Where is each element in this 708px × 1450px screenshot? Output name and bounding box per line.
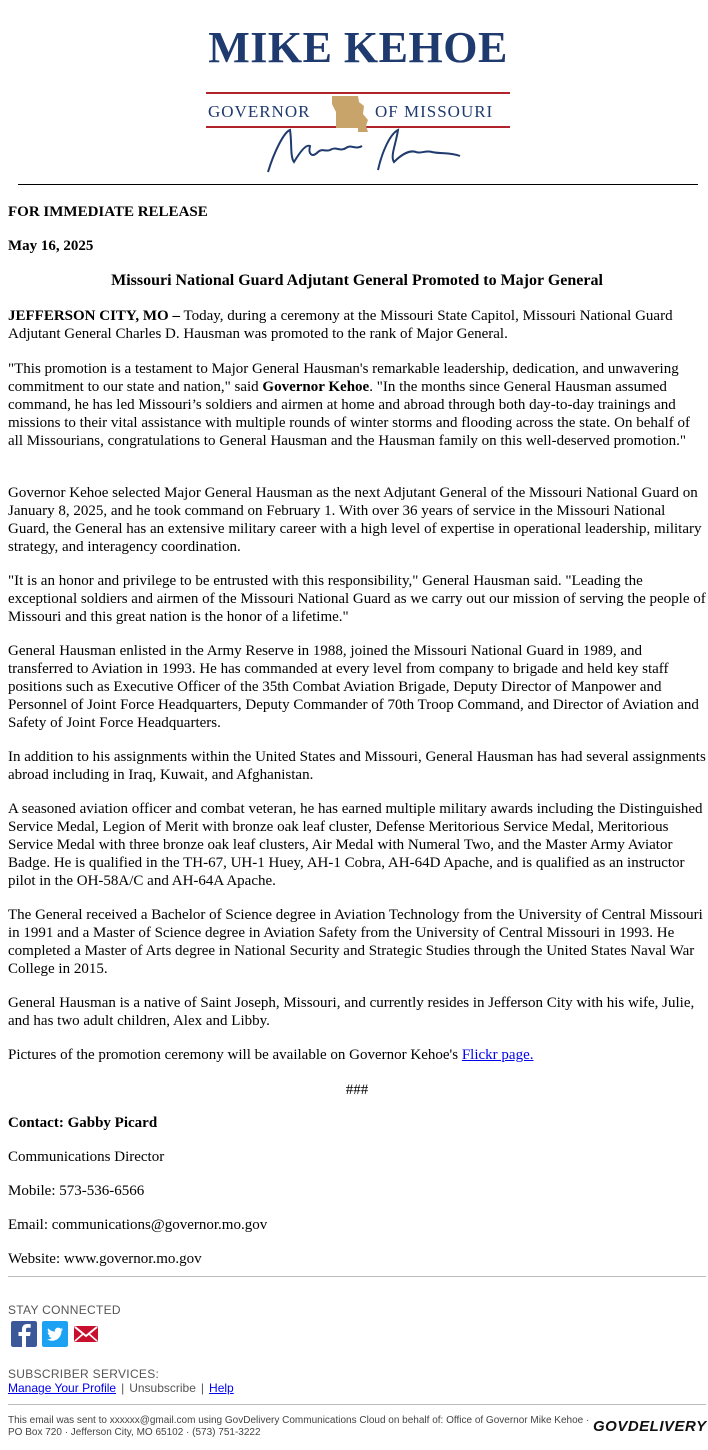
release-date: May 16, 2025 xyxy=(8,238,94,254)
manage-profile-link[interactable]: Manage Your Profile xyxy=(8,1381,117,1395)
contact-name: Contact: Gabby Picard xyxy=(8,1115,158,1131)
paragraph-9: General Hausman is a native of Saint Joseph, Missouri, and currently resides in Jefferson City with his wife, Julie, and has two adult children, Alex and Libby. xyxy=(8,995,695,1029)
paragraph-4: "It is an honor and privilege to be entrusted with this responsibility," General Hausman said. "Leading the exceptional soldiers and airmen of the Missouri National Guard as we carry out our mission of serving the people of Missouri and this great nation is the honor of a lifetime." xyxy=(8,573,706,625)
contact-title: Communications Director xyxy=(8,1149,165,1165)
sent-to-notice: This email was sent to xxxxxx@gmail.com using GovDelivery Communications Cloud on behalf of: Office of Governor Mike Kehoe · xyxy=(8,1415,590,1426)
logo-of-missouri: OF MISSOURI xyxy=(375,102,494,121)
mailing-address: PO Box 720 · Jefferson City, MO 65102 · (573) 751-3222 xyxy=(8,1427,261,1438)
subscriber-services-label: SUBSCRIBER SERVICES: xyxy=(8,1367,160,1381)
paragraph-3: Governor Kehoe selected Major General Hausman as the next Adjutant General of the Missouri National Guard on January 8, 2025, and he took command on February 1. With over 36 years of service in the Missouri National Guard, the General has an extensive military career with a high level of expertise in operational leadership, military strategy, and interagency coordination. xyxy=(8,485,702,555)
paragraph-1-text: Today, during a ceremony at the Missouri State Capitol, Missouri National Guard Adjutant General Charles D. Hausman was promoted to the rank of Major General. xyxy=(8,308,673,342)
contact-website: Website: www.governor.mo.gov xyxy=(8,1251,202,1267)
paragraph-2 xyxy=(8,360,706,450)
logo-name: MIKE KEHOE xyxy=(208,23,508,72)
footer-divider-bottom xyxy=(8,1404,706,1405)
help-link[interactable]: Help xyxy=(209,1381,234,1395)
subscriber-links xyxy=(8,1381,234,1395)
headline: Missouri National Guard Adjutant General Promoted to Major General xyxy=(111,272,603,289)
paragraph-5: General Hausman enlisted in the Army Reserve in 1988, joined the Missouri National Guard in 1989, and transferred to Aviation in 1993. He has commanded at every level from company to brigade and held key staff positions such as Executive Officer of the 35th Combat Aviation Brigade, Deputy Director of Manpower and Personnel of Joint Force Headquarters, Deputy Commander of 70th Troop Command, and Director of Aviation and Safety of Joint Force Headquarters. xyxy=(8,643,699,731)
paragraph-2-text-a: "This promotion is a testament to Major General Hausman's remarkable leadership, dedication, and unwavering commitment to our state and nation," said xyxy=(8,361,679,395)
unsubscribe-link[interactable]: Unsubscribe xyxy=(129,1381,196,1395)
separator: | xyxy=(121,1381,125,1395)
governor-logo xyxy=(200,23,516,156)
separator: | xyxy=(200,1381,205,1395)
govdelivery-logo: GOVDELIVERY xyxy=(593,1418,707,1435)
governor-kehoe: Governor Kehoe xyxy=(262,379,370,395)
paragraph-8: The General received a Bachelor of Science degree in Aviation Technology from the University of Central Missouri in 1991 and a Master of Science degree in Aviation Safety from the University of Central Missouri in 1993. He completed a Master of Arts degree in National Security and Strategic Studies through the United States Naval War College in 2015. xyxy=(8,907,703,977)
dateline: JEFFERSON CITY, MO – xyxy=(8,308,180,324)
paragraph-2-text-b: . "In the months since General Hausman assumed command, he has led Missouri’s soldiers and airmen at home and abroad through both day-to-day trainings and missions to their vital assistance with multiple rounds of winter storms and flooding across the state. On behalf of all Missourians, congratulations to General Hausman and the Hausman family on this well-deserved promotion." xyxy=(8,379,690,449)
flickr-sentence: Pictures of the promotion ceremony will be available on Governor Kehoe's xyxy=(8,1047,462,1063)
paragraph-1 xyxy=(8,307,706,343)
header-divider xyxy=(18,184,698,185)
twitter-icon[interactable] xyxy=(42,1321,68,1347)
footer-divider-top xyxy=(8,1276,706,1277)
email-icon[interactable] xyxy=(73,1321,99,1347)
contact-mobile: Mobile: 573-536-6566 xyxy=(8,1183,145,1199)
logo-governor: GOVERNOR xyxy=(208,102,311,121)
flickr-link[interactable]: Flickr page. xyxy=(461,1047,534,1063)
release-label: FOR IMMEDIATE RELEASE xyxy=(8,204,208,220)
facebook-icon[interactable] xyxy=(11,1321,37,1347)
end-mark: ### xyxy=(345,1082,369,1098)
signature-image xyxy=(260,122,470,178)
paragraph-10 xyxy=(8,1046,706,1064)
paragraph-6: In addition to his assignments within the United States and Missouri, General Hausman has had several assignments abroad including in Iraq, Kuwait, and Afghanistan. xyxy=(8,749,706,783)
contact-email: Email: communications@governor.mo.gov xyxy=(8,1217,268,1233)
stay-connected-label: STAY CONNECTED xyxy=(8,1303,121,1317)
paragraph-7: A seasoned aviation officer and combat veteran, he has earned multiple military awards including the Distinguished Service Medal, Legion of Merit with bronze oak leaf cluster, Defense Meritorious Service Medal, Meritorious Service Medal with three bronze oak leaf clusters, Air Medal with Numeral Two, and the Master Army Aviator Badge. He is qualified in the TH-67, UH-1 Huey, AH-1 Cobra, AH-64D Apache, and is qualified as an instructor pilot in the OH-58A/C and AH-64A Apache. xyxy=(8,801,703,889)
